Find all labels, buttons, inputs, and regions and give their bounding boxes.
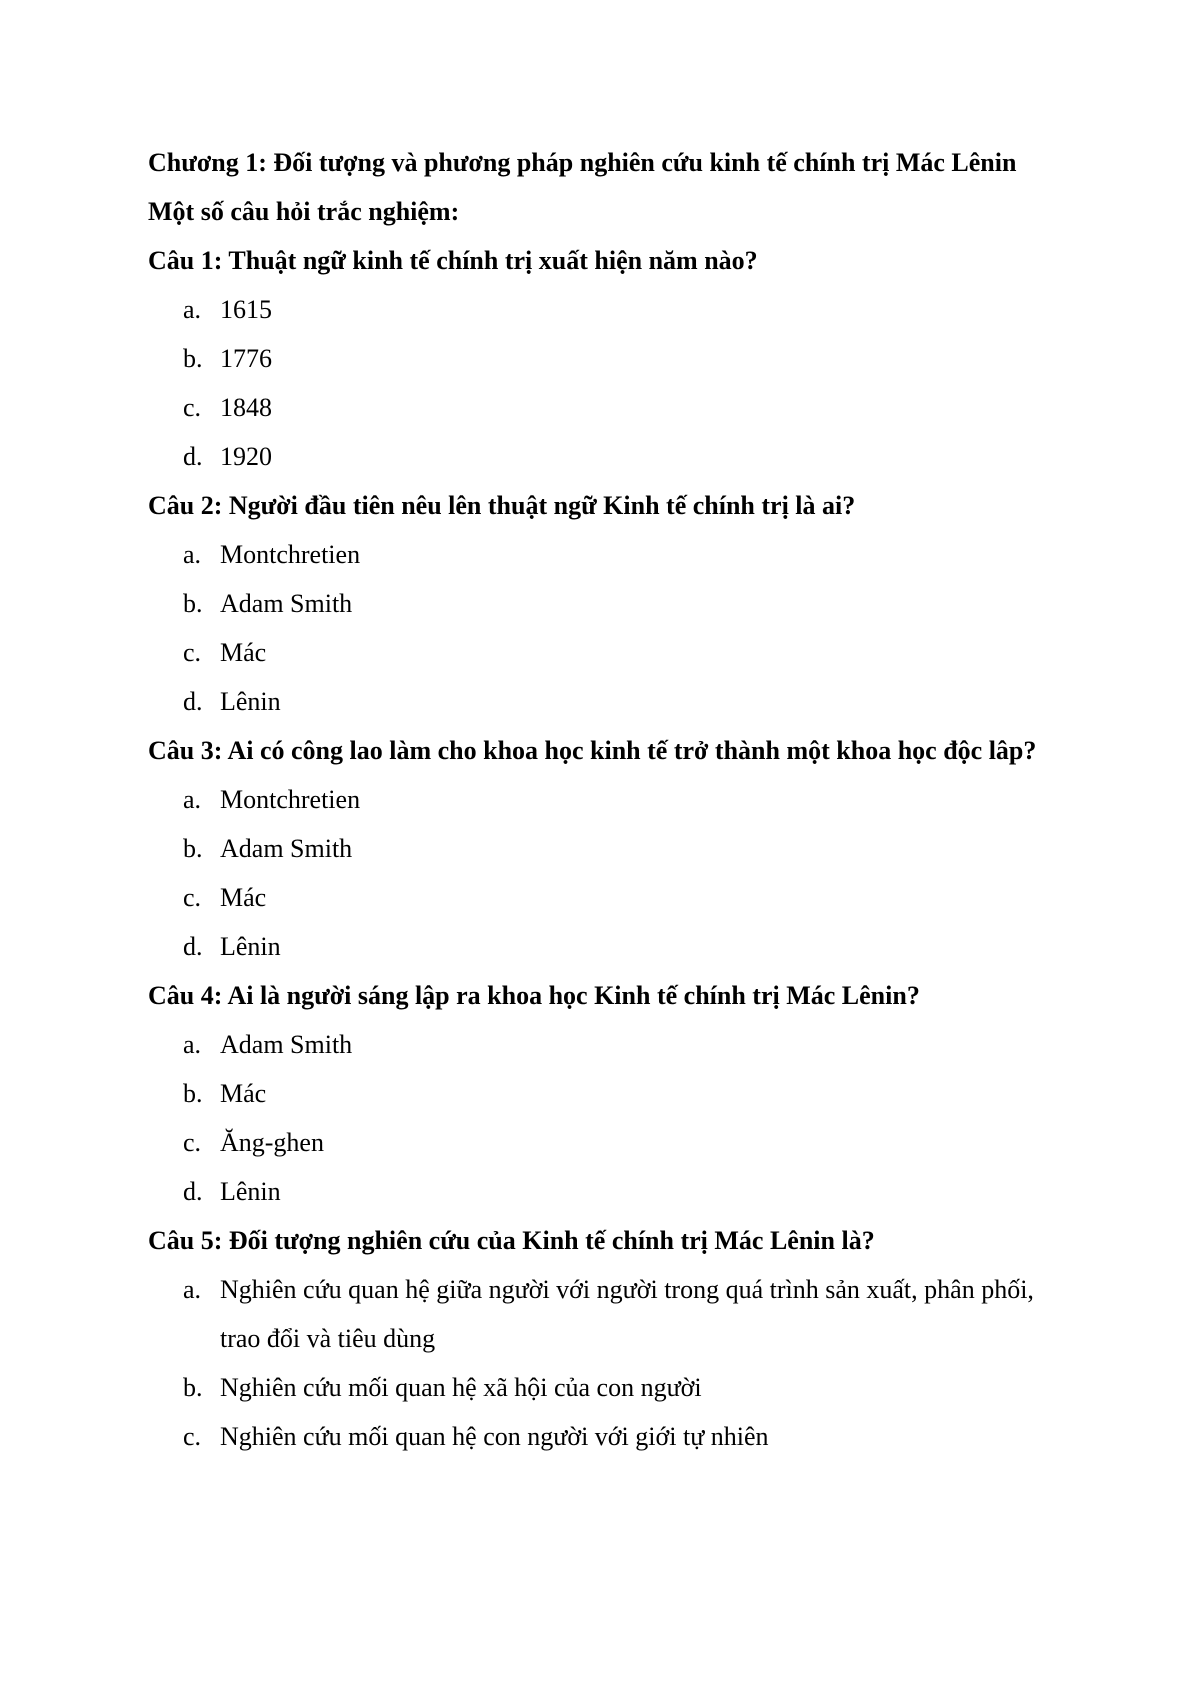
option-text: Montchretien — [220, 785, 361, 814]
answer-option — [148, 628, 1068, 677]
option-text: Ăng-ghen — [220, 1128, 324, 1157]
option-letter: b. — [183, 589, 203, 618]
option-letter: c. — [183, 1128, 202, 1157]
option-letter: a. — [183, 1275, 202, 1304]
option-text: Mác — [220, 638, 267, 667]
option-letter: d. — [183, 442, 203, 471]
answer-option — [148, 922, 1068, 971]
option-letter: d. — [183, 687, 203, 716]
question-3 — [148, 726, 1068, 971]
option-list — [148, 285, 1068, 481]
answer-option — [148, 1265, 1068, 1363]
option-letter: b. — [183, 1079, 203, 1108]
option-text: Adam Smith — [220, 834, 353, 863]
question-5 — [148, 1216, 1068, 1461]
option-letter: b. — [183, 1373, 203, 1402]
answer-option — [148, 873, 1068, 922]
answer-option — [148, 334, 1068, 383]
question-list — [148, 236, 1068, 1461]
answer-option — [148, 285, 1068, 334]
option-list — [148, 775, 1068, 971]
option-letter: c. — [183, 1422, 202, 1451]
question-title: Câu 2: Người đầu tiên nêu lên thuật ngữ Kinh tế chính trị là ai? — [148, 491, 856, 520]
question-title: Câu 3: Ai có công lao làm cho khoa học kinh tế trở thành một khoa học độc lâp? — [148, 736, 1037, 765]
question-title: Câu 4: Ai là người sáng lập ra khoa học Kinh tế chính trị Mác Lênin? — [148, 981, 920, 1010]
document-page — [148, 138, 1068, 1461]
option-text: Nghiên cứu mối quan hệ xã hội của con người — [220, 1373, 702, 1402]
option-letter: a. — [183, 540, 202, 569]
answer-option — [148, 1167, 1068, 1216]
option-text: Montchretien — [220, 540, 361, 569]
option-letter: c. — [183, 883, 202, 912]
option-text: 1848 — [220, 393, 272, 422]
option-letter: b. — [183, 834, 203, 863]
question-1 — [148, 236, 1068, 481]
option-text: Mác — [220, 883, 267, 912]
option-text: Lênin — [220, 1177, 281, 1206]
option-letter: a. — [183, 1030, 202, 1059]
option-text: Mác — [220, 1079, 267, 1108]
answer-option — [148, 1363, 1068, 1412]
option-letter: a. — [183, 785, 202, 814]
question-4 — [148, 971, 1068, 1216]
answer-option — [148, 824, 1068, 873]
answer-option — [148, 1118, 1068, 1167]
answer-option — [148, 530, 1068, 579]
option-list — [148, 530, 1068, 726]
answer-option — [148, 579, 1068, 628]
option-text: 1920 — [220, 442, 272, 471]
option-list — [148, 1020, 1068, 1216]
answer-option — [148, 1020, 1068, 1069]
option-letter: d. — [183, 1177, 203, 1206]
question-2 — [148, 481, 1068, 726]
option-text: 1776 — [220, 344, 272, 373]
option-text: Lênin — [220, 687, 281, 716]
option-text: Adam Smith — [220, 589, 353, 618]
section-heading: Một số câu hỏi trắc nghiệm: — [148, 197, 460, 226]
option-text: Nghiên cứu mối quan hệ con người với giới tự nhiên — [220, 1422, 769, 1451]
option-text: Nghiên cứu quan hệ giữa người với người trong quá trình sản xuất, phân phối, trao đổi và tiêu dùng — [220, 1275, 1034, 1353]
option-list — [148, 1265, 1068, 1461]
option-text: Lênin — [220, 932, 281, 961]
option-letter: a. — [183, 295, 202, 324]
option-text: 1615 — [220, 295, 272, 324]
option-text: Adam Smith — [220, 1030, 353, 1059]
answer-option — [148, 432, 1068, 481]
option-letter: c. — [183, 393, 202, 422]
answer-option — [148, 1412, 1068, 1461]
option-letter: c. — [183, 638, 202, 667]
answer-option — [148, 1069, 1068, 1118]
option-letter: b. — [183, 344, 203, 373]
answer-option — [148, 383, 1068, 432]
chapter-title: Chương 1: Đối tượng và phương pháp nghiên cứu kinh tế chính trị Mác Lênin — [148, 148, 1017, 177]
option-letter: d. — [183, 932, 203, 961]
question-title: Câu 1: Thuật ngữ kinh tế chính trị xuất hiện năm nào? — [148, 246, 758, 275]
answer-option — [148, 677, 1068, 726]
answer-option — [148, 775, 1068, 824]
question-title: Câu 5: Đối tượng nghiên cứu của Kinh tế chính trị Mác Lênin là? — [148, 1226, 875, 1255]
